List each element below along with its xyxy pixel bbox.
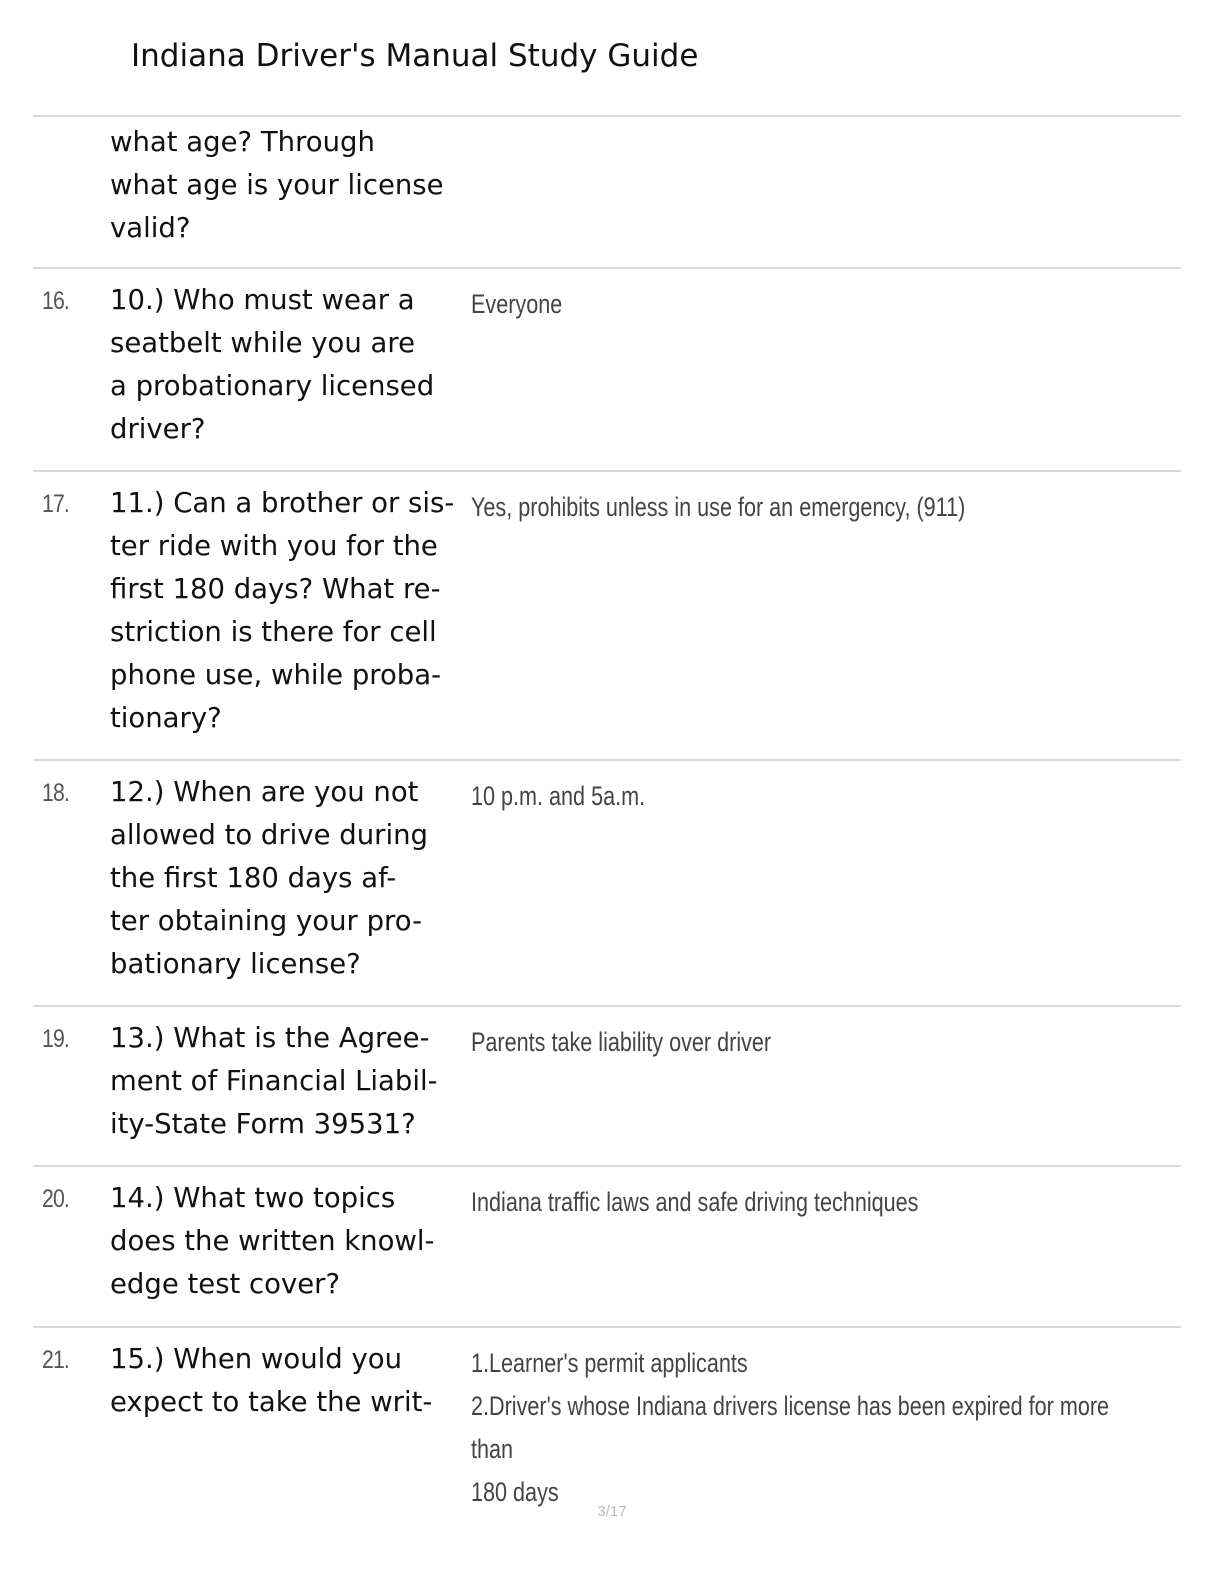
row-number: 17. <box>42 490 70 518</box>
question-text: 11.) Can a brother or sis- ter ride with you for the first 180 days? What re- striction is there for cell phone use, while proba- tionary? <box>110 487 455 734</box>
question-text: 13.) What is the Agree- ment of Financial Liabil- ity-State Form 39531? <box>110 1022 438 1140</box>
row-number: 16. <box>42 287 70 315</box>
answer-text: 1.Learner's permit applicants 2.Driver's whose Indiana drivers license has been expired for more than 180 days <box>471 1348 1110 1507</box>
row-number: 21. <box>42 1346 70 1374</box>
page-title: Indiana Driver's Manual Study Guide <box>131 38 699 74</box>
table-row <box>33 269 1181 472</box>
table-row <box>33 1167 1181 1328</box>
question-text: 12.) When are you not allowed to drive during the first 180 days af- ter obtaining your pro- bationary license? <box>110 776 428 980</box>
table-row <box>33 761 1181 1007</box>
question-text: 14.) What two topics does the written knowl- edge test cover? <box>110 1182 435 1300</box>
flashcard-table <box>33 115 1181 1508</box>
row-number: 18. <box>42 779 70 807</box>
table-row <box>33 1328 1181 1508</box>
question-text: 10.) Who must wear a seatbelt while you are a probationary licensed driver? <box>110 284 435 445</box>
row-number: 20. <box>42 1185 70 1213</box>
question-text: what age? Through what age is your license valid? <box>110 126 444 244</box>
answer-text: Indiana traffic laws and safe driving techniques <box>471 1187 919 1217</box>
row-number: 19. <box>42 1025 70 1053</box>
page-number: 3/17 <box>597 1503 627 1520</box>
table-row <box>33 117 1181 269</box>
answer-text: Everyone <box>471 289 563 319</box>
answer-text: Parents take liability over driver <box>471 1027 772 1057</box>
table-row <box>33 472 1181 761</box>
answer-text: Yes, prohibits unless in use for an emergency, (911) <box>471 492 966 522</box>
table-row <box>33 1007 1181 1167</box>
question-text: 15.) When would you expect to take the writ- <box>110 1343 433 1418</box>
answer-text: 10 p.m. and 5a.m. <box>471 781 646 811</box>
